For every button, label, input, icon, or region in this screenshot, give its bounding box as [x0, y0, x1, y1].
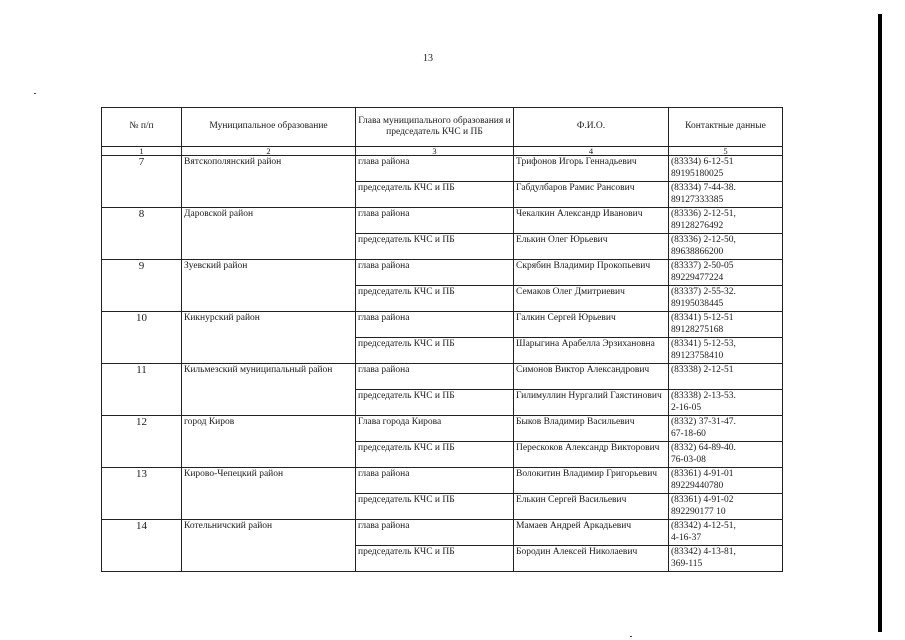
table-row — [102, 416, 783, 442]
row-number: 8 — [102, 208, 182, 260]
fio-cell: Шарыгина Арабелла Эрзихановна — [514, 338, 669, 364]
fio-cell: Мамаев Андрей Аркадьевич — [514, 520, 669, 546]
position-cell: председатель КЧС и ПБ — [356, 494, 514, 520]
contacts-cell: (83337) 2-55-32. 89195038445 — [669, 286, 783, 312]
header-contacts: Контактные данные — [669, 108, 783, 147]
fio-cell: Галкин Сергей Юрьевич — [514, 312, 669, 338]
fio-cell: Чекалкин Александр Иванович — [514, 208, 669, 234]
row-number: 9 — [102, 260, 182, 312]
fio-cell: Габдулбаров Рамис Рансович — [514, 182, 669, 208]
fio-cell: Бородин Алексей Николаевич — [514, 546, 669, 572]
contacts-cell: (83361) 4-91-02 892290177 10 — [669, 494, 783, 520]
position-cell: глава района — [356, 208, 514, 234]
position-cell: Глава города Кирова — [356, 416, 514, 442]
contacts-cell: (83336) 2-12-50, 89638866200 — [669, 234, 783, 260]
table-row — [102, 208, 783, 234]
fio-cell: Симонов Виктор Александрович — [514, 364, 669, 390]
position-cell: глава района — [356, 312, 514, 338]
row-number: 12 — [102, 416, 182, 468]
contacts-cell: (83341) 5-12-51 89128275168 — [669, 312, 783, 338]
table-header-row — [102, 108, 783, 147]
table-row — [102, 156, 783, 182]
position-cell: председатель КЧС и ПБ — [356, 338, 514, 364]
column-number: 3 — [356, 147, 514, 156]
municipality-cell: Кильмезский муниципальный район — [182, 364, 356, 416]
table-row — [102, 364, 783, 390]
header-fio: Ф.И.О. — [514, 108, 669, 147]
scan-speck — [630, 636, 632, 637]
position-cell: председатель КЧС и ПБ — [356, 442, 514, 468]
row-number: 14 — [102, 520, 182, 572]
column-number: 2 — [182, 147, 356, 156]
contacts-cell: (83336) 2-12-51, 89128276492 — [669, 208, 783, 234]
header-num: № п/п — [102, 108, 182, 147]
fio-cell: Трифонов Игорь Геннадьевич — [514, 156, 669, 182]
table-body — [102, 156, 783, 572]
row-number: 10 — [102, 312, 182, 364]
row-number: 7 — [102, 156, 182, 208]
header-municipality: Муниципальное образование — [182, 108, 356, 147]
fio-cell: Скрябин Владимир Прокопьевич — [514, 260, 669, 286]
municipality-cell: Зуевский район — [182, 260, 356, 312]
municipality-cell: Даровской район — [182, 208, 356, 260]
page-number: 13 — [423, 53, 433, 64]
position-cell: председатель КЧС и ПБ — [356, 286, 514, 312]
column-number: 5 — [669, 147, 783, 156]
position-cell: председатель КЧС и ПБ — [356, 546, 514, 572]
contacts-cell: (83361) 4-91-01 89229440780 — [669, 468, 783, 494]
position-cell: глава района — [356, 520, 514, 546]
contacts-cell: (8332) 37-31-47. 67-18-60 — [669, 416, 783, 442]
fio-cell: Волокитин Владимир Григорьевич — [514, 468, 669, 494]
contacts-cell: (83334) 6-12-51 89195180025 — [669, 156, 783, 182]
column-number-row — [102, 147, 783, 156]
contacts-cell: (8332) 64-89-40. 76-03-08 — [669, 442, 783, 468]
row-number: 11 — [102, 364, 182, 416]
fio-cell: Перескоков Александр Викторович — [514, 442, 669, 468]
contacts-cell: (83338) 2-12-51 — [669, 364, 783, 390]
scan-speck — [34, 93, 36, 94]
scan-edge-line — [878, 14, 882, 632]
municipality-cell: Кирово-Чепецкий район — [182, 468, 356, 520]
municipality-cell: Котельничский район — [182, 520, 356, 572]
position-cell: председатель КЧС и ПБ — [356, 234, 514, 260]
header-head: Глава муниципального образования и председатель КЧС и ПБ — [356, 108, 514, 147]
table-row — [102, 468, 783, 494]
position-cell: председатель КЧС и ПБ — [356, 390, 514, 416]
contacts-cell: (83341) 5-12-53, 89123758410 — [669, 338, 783, 364]
row-number: 13 — [102, 468, 182, 520]
fio-cell: Быков Владимир Васильевич — [514, 416, 669, 442]
fio-cell: Гилимуллин Нургалий Гаястинович — [514, 390, 669, 416]
table-row — [102, 260, 783, 286]
position-cell: глава района — [356, 468, 514, 494]
fio-cell: Елькин Олег Юрьевич — [514, 234, 669, 260]
municipality-cell: Вятскополянский район — [182, 156, 356, 208]
contacts-cell: (83338) 2-13-53. 2-16-05 — [669, 390, 783, 416]
column-number: 4 — [514, 147, 669, 156]
fio-cell: Семаков Олег Дмитриевич — [514, 286, 669, 312]
table-row — [102, 520, 783, 546]
contacts-cell: (83342) 4-12-51, 4-16-37 — [669, 520, 783, 546]
position-cell: председатель КЧС и ПБ — [356, 182, 514, 208]
table-row — [102, 312, 783, 338]
contacts-cell: (83334) 7-44-38. 89127333385 — [669, 182, 783, 208]
municipality-cell: Кикнурский район — [182, 312, 356, 364]
position-cell: глава района — [356, 364, 514, 390]
contacts-cell: (83337) 2-50-05 89229477224 — [669, 260, 783, 286]
contacts-cell: (83342) 4-13-81, 369-115 — [669, 546, 783, 572]
position-cell: глава района — [356, 156, 514, 182]
fio-cell: Елькин Сергей Васильевич — [514, 494, 669, 520]
column-number: 1 — [102, 147, 182, 156]
position-cell: глава района — [356, 260, 514, 286]
contacts-table — [101, 107, 783, 572]
municipality-cell: город Киров — [182, 416, 356, 468]
